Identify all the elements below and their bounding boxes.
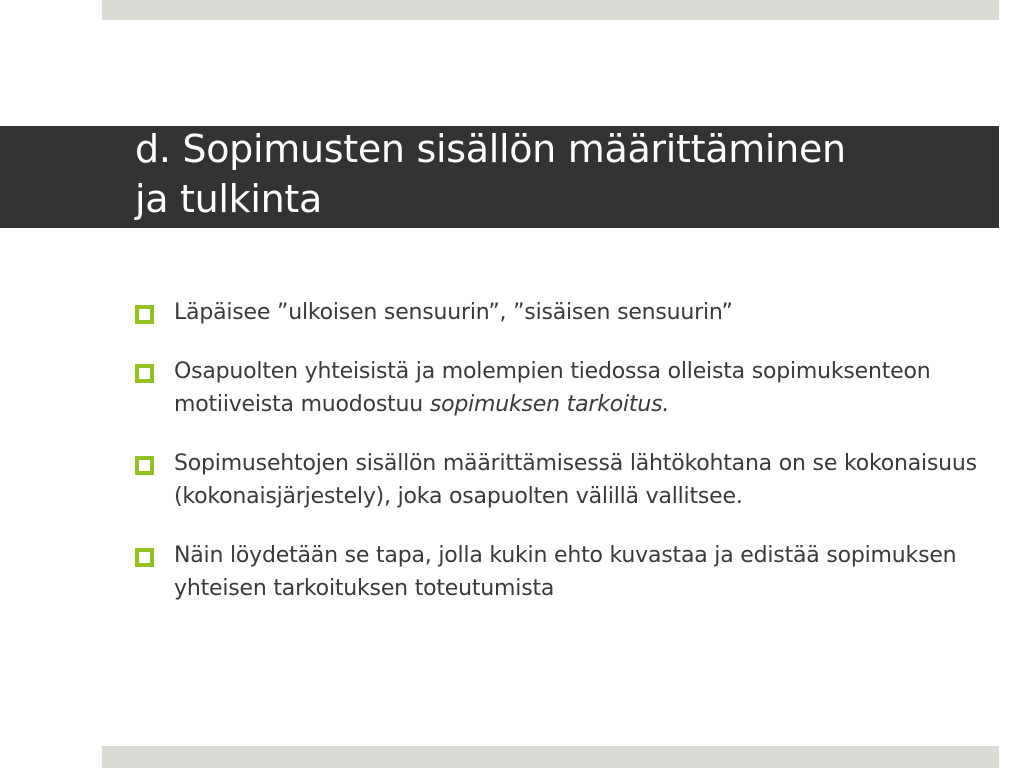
top-accent-bar bbox=[102, 0, 999, 20]
square-bullet-icon bbox=[135, 364, 154, 383]
bullet-text: Näin löydetään se tapa, jolla kukin ehto kuvastaa ja edistää sopimuksen yhteisen tarkoituksen toteutumista bbox=[174, 543, 957, 601]
slide-title-line-1: d. Sopimusten sisällön määrittäminen bbox=[135, 127, 846, 171]
bullet-text-plain: Osapuolten yhteisistä ja molempien tiedossa olleista sopimuksenteon motiiveista muodostuu bbox=[174, 359, 931, 417]
bullet-text bbox=[174, 359, 931, 417]
bullet-text: Läpäisee ”ulkoisen sensuurin”, ”sisäisen sensuurin” bbox=[174, 300, 733, 325]
bullet-item bbox=[135, 539, 985, 605]
square-bullet-icon bbox=[135, 548, 154, 567]
bullet-text-emphasis: sopimuksen tarkoitus. bbox=[429, 392, 670, 417]
bullet-item bbox=[135, 355, 985, 421]
square-bullet-icon bbox=[135, 305, 154, 324]
bullet-text: Sopimusehtojen sisällön määrittämisessä lähtökohtana on se kokonaisuus (kokonaisjärjestely), joka osapuolten välillä vallitsee. bbox=[174, 451, 977, 509]
bullet-item bbox=[135, 296, 985, 329]
slide-title bbox=[135, 124, 985, 224]
bottom-accent-bar bbox=[102, 746, 999, 768]
bullet-list bbox=[135, 296, 985, 631]
slide-title-line-2: ja tulkinta bbox=[135, 177, 322, 221]
bullet-item bbox=[135, 447, 985, 513]
square-bullet-icon bbox=[135, 456, 154, 475]
